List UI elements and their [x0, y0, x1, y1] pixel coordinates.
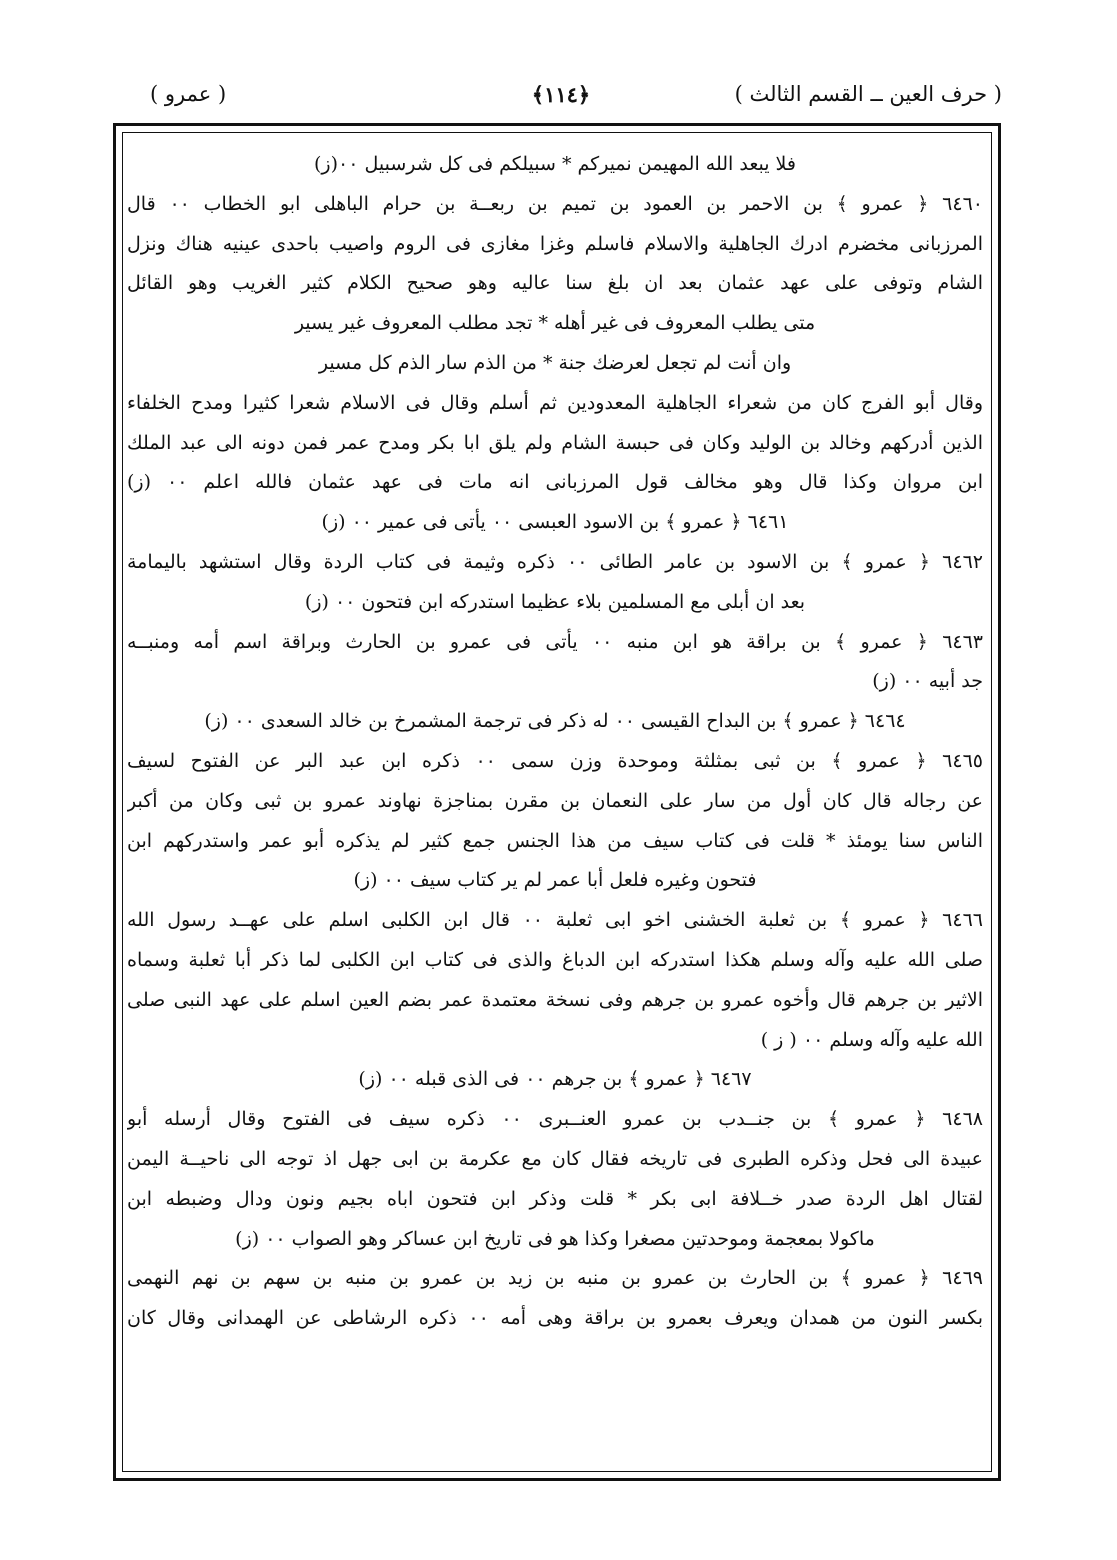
text-line: وان أنت لم تجعل لعرضك جنة * من الذم سار الذم كل مسير	[318, 351, 792, 374]
text-line: وقال أبو الفرج كان من شعراء الجاهلية المعدودين ثم أسلم وقال فى الاسلام شعرا كثيرا ومدح الخلفاء	[127, 391, 983, 414]
running-head-section: ( حرف العين ــ القسم الثالث )	[734, 82, 1002, 106]
text-line: المرزبانى مخضرم ادرك الجاهلية والاسلام فاسلم وغزا مغازى فى الروم واصيب باحدى عينيه هناك ونزل	[127, 232, 983, 255]
text-line: الشام وتوفى على عهد عثمان بعد ان بلغ سنا عاليه وهو صحيح الكلام كثير الغريب وهو القائل	[127, 272, 983, 295]
text-line: صلى الله عليه وآله وسلم هكذا استدركه ابن الدباغ والذى فى كتاب ابن الكلبى لما ذكر أبا ثعلبة وسماه	[127, 948, 983, 971]
text-line: عبيدة الى فحل وذكره الطبرى فى تاريخه فقال كان مع عكرمة بن ابى جهل اذ توجه الى ناحيــة اليمن	[127, 1147, 983, 1170]
page-number: ﴿١١٤﴾	[531, 82, 591, 107]
text-line: ماكولا بمعجمة وموحدتين مصغرا وكذا هو فى تاريخ ابن عساكر وهو الصواب ٠٠ (ز)	[235, 1227, 875, 1250]
text-line: متى يطلب المعروف فى غير أهله * تجد مطلب المعروف غير يسير	[294, 312, 816, 335]
text-line: ٦٤٦٩ ﴿ عمرو ﴾ بن الحارث بن عمرو بن منبه بن زيد بن عمرو بن منبه بن سهم بن نهم النهمى	[127, 1267, 983, 1290]
text-line: ٦٤٦٨ ﴿ عمرو ﴾ بن جنــدب بن عمرو العنــبرى ٠٠ ذكره سيف فى الفتوح وقال أرسله أبو	[127, 1108, 983, 1131]
text-line: ٦٤٦٥ ﴿ عمرو ﴾ بن ثبى بمثلثة وموحدة وزن سمى ٠٠ ذكره ابن عبد البر عن الفتوح لسيف	[127, 749, 983, 772]
text-line: ٦٤٦٠ ﴿ عمرو ﴾ بن الاحمر بن العمود بن تميم بن ربعــة بن حرام الباهلى ابو الخطاب ٠٠ قال	[127, 192, 983, 215]
text-body	[127, 145, 983, 1339]
text-line: ٦٤٦١ ﴿ عمرو ﴾ بن الاسود العبسى ٠٠ يأتى فى عمير ٠٠ (ز)	[321, 511, 789, 534]
text-line: ٦٤٦٤ ﴿ عمرو ﴾ بن البداح القيسى ٠٠ له ذكر فى ترجمة المشمرخ بن خالد السعدى ٠٠ (ز)	[204, 710, 906, 733]
text-line: ٦٤٦٦ ﴿ عمرو ﴾ بن ثعلبة الخشنى اخو ابى ثعلبة ٠٠ قال ابن الكلبى اسلم على عهــد رسول الله	[127, 909, 983, 932]
text-line: ٦٤٦٣ ﴿ عمرو ﴾ بن براقة هو ابن منبه ٠٠ يأتى فى عمرو بن الحارث وبراقة اسم أمه ومنبــه	[127, 630, 983, 653]
text-line: جد أبيه ٠٠ (ز)	[872, 670, 983, 693]
text-line: الاثير بن جرهم قال وأخوه عمرو بن جرهم وفى نسخة معتمدة عمر بضم العين اسلم على عهد النبى صلى	[127, 988, 983, 1011]
text-line: فلا يبعد الله المهيمن نميركم * سبيلكم فى كل شرسبيل ٠٠(ز)	[314, 153, 796, 175]
text-line: ابن مروان وكذا قال وهو مخالف قول المرزبانى انه مات فى عهد عثمان فالله اعلم ٠٠ (ز)	[127, 471, 983, 494]
text-line: بعد ان أبلى مع المسلمين بلاء عظيما استدركه ابن فتحون ٠٠ (ز)	[304, 590, 806, 613]
text-line: فتحون وغيره فلعل أبا عمر لم ير كتاب سيف ٠٠ (ز)	[353, 869, 757, 892]
text-line: عن رجاله قال كان أول من سار على النعمان بن مقرن بمناجزة نهاوند عمرو بن ثبى وكان من أكبر	[127, 789, 983, 812]
page-header	[120, 78, 1002, 118]
text-line: الناس سنا يومئذ * قلت فى كتاب سيف من هذا الجنس جمع كثير لم يذكره أبو عمر واستدركهم ابن	[127, 829, 983, 852]
text-line: بكسر النون من همدان ويعرف بعمرو بن براقة وهى أمه ٠٠ ذكره الرشاطى عن الهمدانى وقال كان	[127, 1307, 983, 1330]
text-line: ٦٤٦٧ ﴿ عمرو ﴾ بن جرهم ٠٠ فى الذى قبله ٠٠ (ز)	[358, 1068, 752, 1091]
text-line: الله عليه وآله وسلم ٠٠ ( ز )	[760, 1028, 983, 1051]
text-line: الذين أدركهم وخالد بن الوليد وكان فى حبسة الشام ولم يلق ابا بكر ومدح عمر فمن دونه الى عبد الملك	[127, 431, 983, 454]
text-line: ٦٤٦٢ ﴿ عمرو ﴾ بن الاسود بن عامر الطائى ٠٠ ذكره وثيمة فى كتاب الردة وقال استشهد باليمامة	[127, 550, 983, 573]
running-head-entry: ( عمرو )	[150, 82, 227, 106]
text-line: لقتال اهل الردة صدر خــلافة ابى بكر * قلت وذكر ابن فتحون اباه بجيم ونون ودال وضبطه ابن	[127, 1187, 983, 1210]
